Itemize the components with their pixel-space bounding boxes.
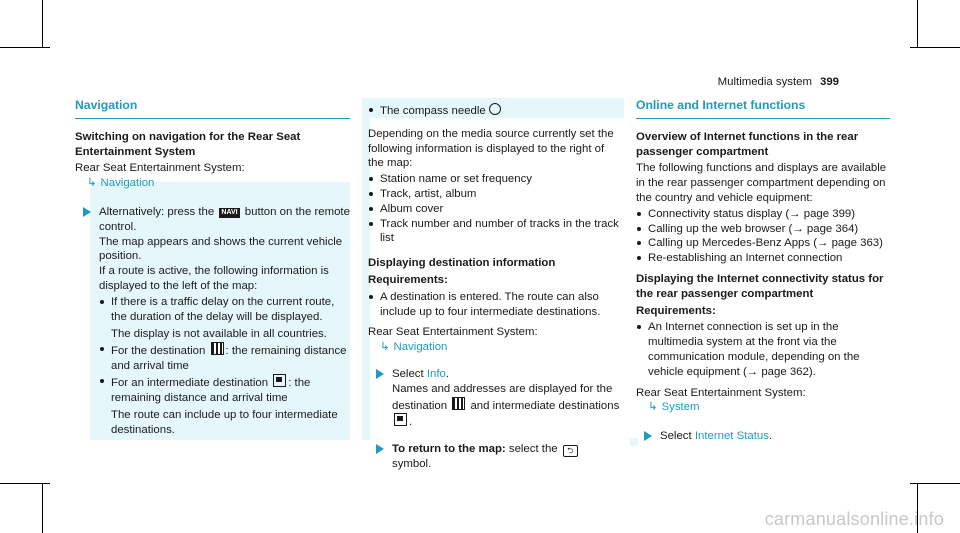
page-header bbox=[718, 75, 839, 90]
list-item-text: If there is a traffic delay on the current route, the duration of the delay will be displayed. bbox=[111, 295, 335, 323]
menu-arrow-icon: ↳ bbox=[380, 341, 390, 354]
list-item: Calling up Mercedes-Benz Apps (→ page 363) bbox=[636, 236, 890, 251]
menu-arrow-icon: ↳ bbox=[648, 401, 658, 414]
page-number: 399 bbox=[819, 76, 839, 88]
menu-item: System bbox=[661, 401, 700, 414]
step-result-text: and intermediate destinations bbox=[470, 399, 620, 412]
action-arrow-icon bbox=[376, 369, 384, 379]
crop-mark bbox=[0, 47, 50, 48]
intermediate-flag-icon bbox=[394, 413, 407, 426]
list-item: Station name or set frequency bbox=[368, 172, 622, 187]
section-title: Multimedia system bbox=[717, 76, 812, 88]
internet-status-link[interactable]: Internet Status bbox=[694, 430, 769, 443]
action-arrow-icon bbox=[83, 207, 91, 217]
list-note: The display is not available in all countries. bbox=[111, 328, 327, 341]
list-item: Album cover bbox=[368, 202, 622, 217]
navi-button-icon: NAVI bbox=[221, 208, 238, 216]
subsection-heading: Overview of Internet functions in the rear passenger compartment bbox=[636, 130, 859, 158]
column-middle bbox=[368, 102, 622, 472]
action-arrow-icon bbox=[644, 431, 652, 441]
list-item bbox=[99, 295, 350, 342]
crop-mark bbox=[42, 0, 43, 48]
list-item bbox=[99, 342, 350, 374]
list-item: Re-establishing an Internet connection bbox=[636, 251, 890, 266]
crop-mark bbox=[42, 483, 43, 533]
info-list bbox=[99, 295, 350, 438]
menu-path bbox=[636, 400, 890, 415]
column-left bbox=[75, 98, 350, 438]
section-heading: Online and Internet functions bbox=[636, 98, 890, 119]
function-list bbox=[636, 207, 890, 266]
destination-flag-icon bbox=[452, 397, 465, 410]
subsection-heading: Displaying destination information bbox=[368, 257, 556, 270]
step-text bbox=[99, 205, 350, 235]
list-item bbox=[368, 103, 622, 119]
list-item: Track, artist, album bbox=[368, 187, 622, 202]
requirements-list bbox=[368, 290, 622, 320]
step-text-pre: select the bbox=[508, 443, 558, 456]
crop-mark bbox=[910, 47, 960, 48]
action-arrow-icon bbox=[376, 444, 384, 454]
step-result-text: Names and addresses are displayed for the destination bbox=[392, 382, 613, 412]
requirements-label: Requirements: bbox=[636, 304, 716, 317]
list-item: Calling up the web browser (→ page 364) bbox=[636, 222, 890, 237]
step-text-pre: Select bbox=[392, 367, 424, 380]
list-item-text: : the remaining distance and arrival time bbox=[111, 376, 311, 404]
menu-path bbox=[368, 340, 622, 355]
list-item: A destination is entered. The route can also include up to four intermediate destinations. bbox=[368, 290, 622, 320]
media-info-list bbox=[368, 172, 622, 246]
list-note: The route can include up to four intermediate destinations. bbox=[111, 409, 338, 437]
info-list bbox=[368, 103, 622, 119]
step-info: If a route is active, the following information is displayed to the left of the map: bbox=[99, 265, 329, 292]
compass-icon bbox=[489, 103, 501, 115]
menu-path bbox=[75, 176, 350, 191]
step-result: Names and addresses are displayed for the destination and intermediate destinations . bbox=[392, 382, 620, 429]
column-right bbox=[636, 98, 890, 444]
step-text bbox=[392, 442, 622, 472]
menu-path-label: Rear Seat Entertainment System: bbox=[368, 326, 538, 339]
paragraph: The following functions and displays are available in the rear passenger compartment depending on the country and vehicle equipment: bbox=[636, 162, 887, 204]
intermediate-flag-icon bbox=[273, 374, 286, 387]
list-item-text: For an intermediate destination bbox=[111, 376, 269, 389]
step-text-post: symbol. bbox=[392, 458, 432, 471]
list-item: Track number and number of tracks in the track list bbox=[368, 217, 622, 247]
step-text: Select Internet Status. bbox=[660, 430, 773, 443]
back-icon: ⮌ bbox=[563, 445, 578, 457]
action-step bbox=[636, 429, 890, 444]
subsection-heading: Displaying the Internet connectivity status for the rear passenger compartment bbox=[636, 272, 884, 300]
crop-mark bbox=[910, 483, 960, 484]
step-text-post: button on the remote control. bbox=[99, 205, 350, 233]
step-text-pre: Alternatively: press the bbox=[99, 205, 215, 218]
list-item: Connectivity status display (→ page 399) bbox=[636, 207, 890, 222]
action-step bbox=[368, 442, 622, 472]
menu-item: Navigation bbox=[100, 177, 155, 190]
paragraph: Depending on the media source currently set the following information is displayed to the right of the map: bbox=[368, 127, 614, 170]
menu-path-label: Rear Seat Entertainment System: bbox=[75, 162, 245, 175]
crop-mark bbox=[917, 0, 918, 48]
list-item-text: The compass needle bbox=[380, 105, 486, 117]
menu-item: Navigation bbox=[393, 341, 448, 354]
list-item: An Internet connection is set up in the multimedia system at the front via the communication module, depending on the vehicle equipment (→ page 362). bbox=[636, 320, 890, 379]
step-text: Select Info. bbox=[392, 367, 450, 380]
requirements-list bbox=[636, 320, 890, 379]
list-item-text: : the remaining distance and arrival time bbox=[111, 345, 347, 372]
section-heading: Navigation bbox=[75, 98, 350, 119]
info-menu-link[interactable]: Info bbox=[426, 367, 446, 380]
menu-arrow-icon: ↳ bbox=[87, 177, 97, 190]
subsection-heading: Switching on navigation for the Rear Seat Entertainment System bbox=[75, 130, 301, 158]
step-title: To return to the map: bbox=[392, 443, 506, 456]
list-item bbox=[99, 374, 350, 438]
list-item-text: For the destination bbox=[111, 345, 206, 358]
step-text-pre: Select bbox=[660, 430, 692, 443]
watermark: carmanualsonline.info bbox=[764, 509, 944, 530]
requirements-label: Requirements: bbox=[368, 273, 448, 286]
action-step bbox=[368, 367, 622, 430]
crop-mark bbox=[0, 483, 50, 484]
destination-flag-icon bbox=[211, 342, 224, 355]
step-result: The map appears and shows the current vehicle position. bbox=[99, 235, 343, 263]
menu-path-label: Rear Seat Entertainment System: bbox=[636, 386, 806, 399]
action-step bbox=[75, 205, 350, 438]
